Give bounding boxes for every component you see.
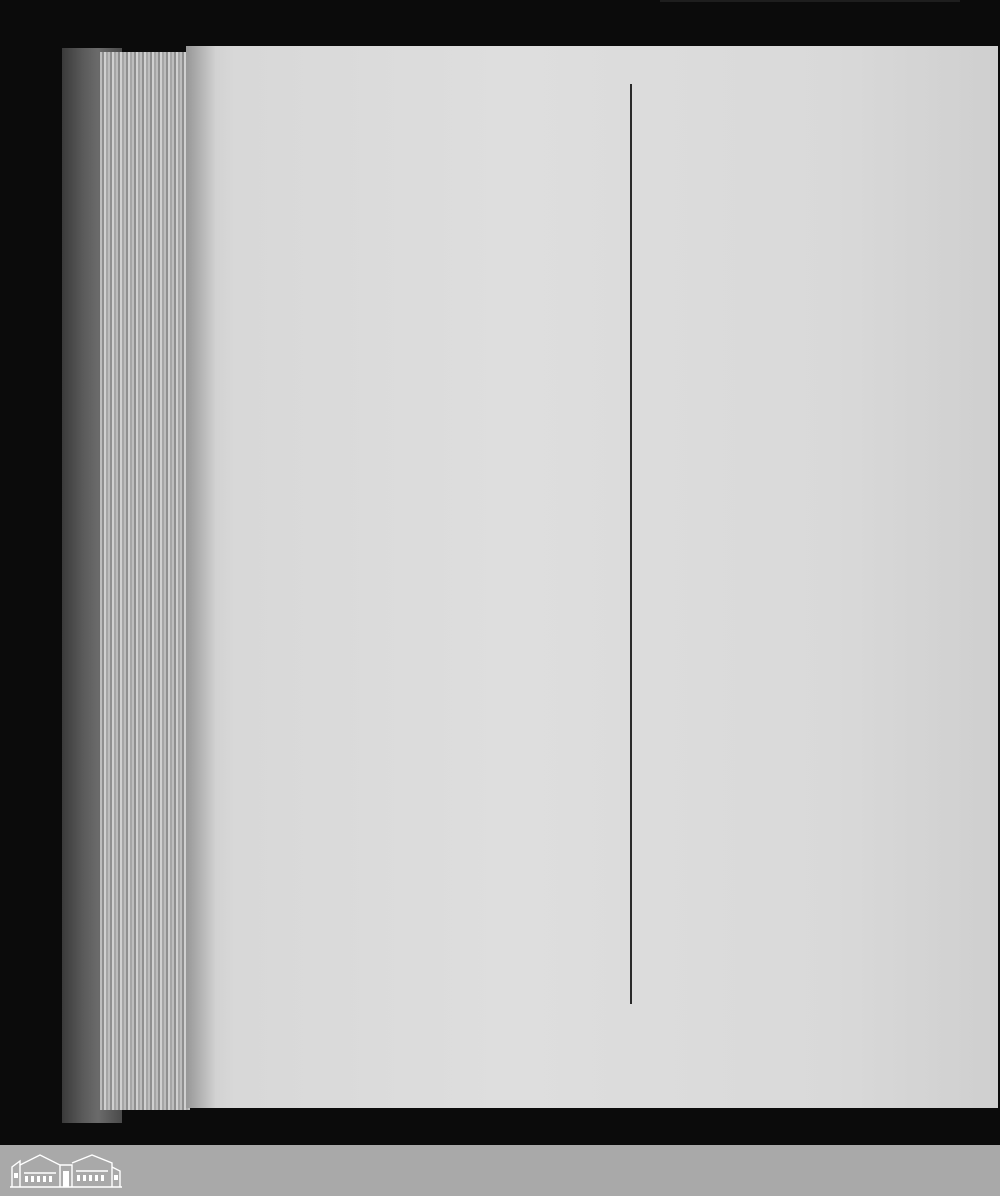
library-building-icon: [10, 1151, 122, 1189]
notice-rule-bottom: [660, 0, 960, 2]
footer-bar: [0, 1145, 1000, 1196]
spine-shadow: [186, 46, 216, 1108]
newspaper-page: [186, 46, 998, 1108]
column-divider: [630, 84, 632, 1004]
page-edges: [100, 52, 190, 1110]
